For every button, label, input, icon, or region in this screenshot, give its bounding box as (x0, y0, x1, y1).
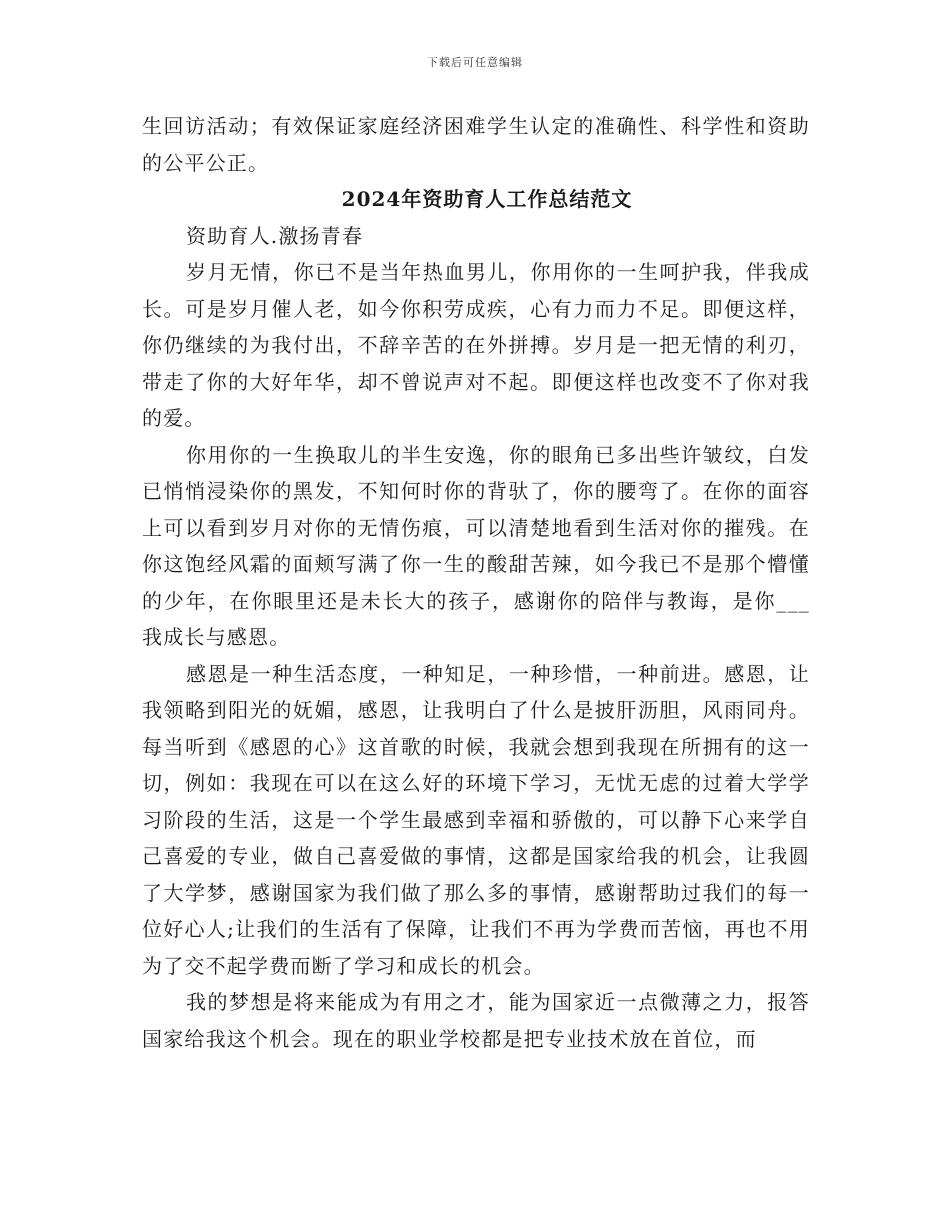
continued-paragraph: 生回访活动；有效保证家庭经济困难学生认定的准确性、科学性和资助的公平公正。 (142, 114, 810, 175)
article-subtitle: 资助育人.激扬青春 (186, 223, 364, 248)
paragraph-1: 岁月无情，你已不是当年热血男儿，你用你的一生呵护我，伴我成长。可是岁月催人老，如今你积劳成疾，心有力而力不足。即便这样，你仍继续的为我付出，不辞辛苦的在外拼搏。岁月是一把无情的利刃，带走了你的大好年华，却不曾说声对不起。即便这样也改变不了你对我的爱。 (142, 260, 810, 430)
page-header: 下载后可任意编辑 (427, 56, 523, 69)
paragraph-4: 我的梦想是将来能成为有用之才，能为国家近一点微薄之力，报答国家给我这个机会。现在的职业学校都是把专业技术放在首位，而 (142, 990, 810, 1051)
article-title: 2024年资助育人工作总结范文 (341, 187, 633, 211)
paragraph-3: 感恩是一种生活态度，一种知足，一种珍惜，一种前进。感恩，让我领略到阳光的妩媚，感恩，让我明白了什么是披肝沥胆，风雨同舟。每当听到《感恩的心》这首歌的时候，我就会想到我现在所拥有的这一切，例如：我现在可以在这么好的环境下学习，无忧无虑的过着大学学习阶段的生活，这是一个学生最感到幸福和骄傲的，可以静下心来学自己喜爱的专业，做自己喜爱做的事情，这都是国家给我的机会，让我圆了大学梦，感谢国家为我们做了那么多的事情，感谢帮助过我们的每一位好心人;让我们的生活有了保障，让我们不再为学费而苦恼，再也不用为了交不起学费而断了学习和成长的机会。 (142, 661, 810, 978)
paragraph-2: 你用你的一生换取儿的半生安逸，你的眼角已多出些许皱纹，白发已悄悄浸染你的黑发，不知何时你的背驮了，你的腰弯了。在你的面容上可以看到岁月对你的无情伤痕，可以清楚地看到生活对你的摧残。在你这饱经风霜的面颊写满了你一生的酸甜苦辣，如今我已不是那个懵懂的少年，在你眼里还是未长大的孩子，感谢你的陪伴与教诲，是你___我成长与感恩。 (142, 442, 810, 649)
document-body (142, 108, 810, 1057)
